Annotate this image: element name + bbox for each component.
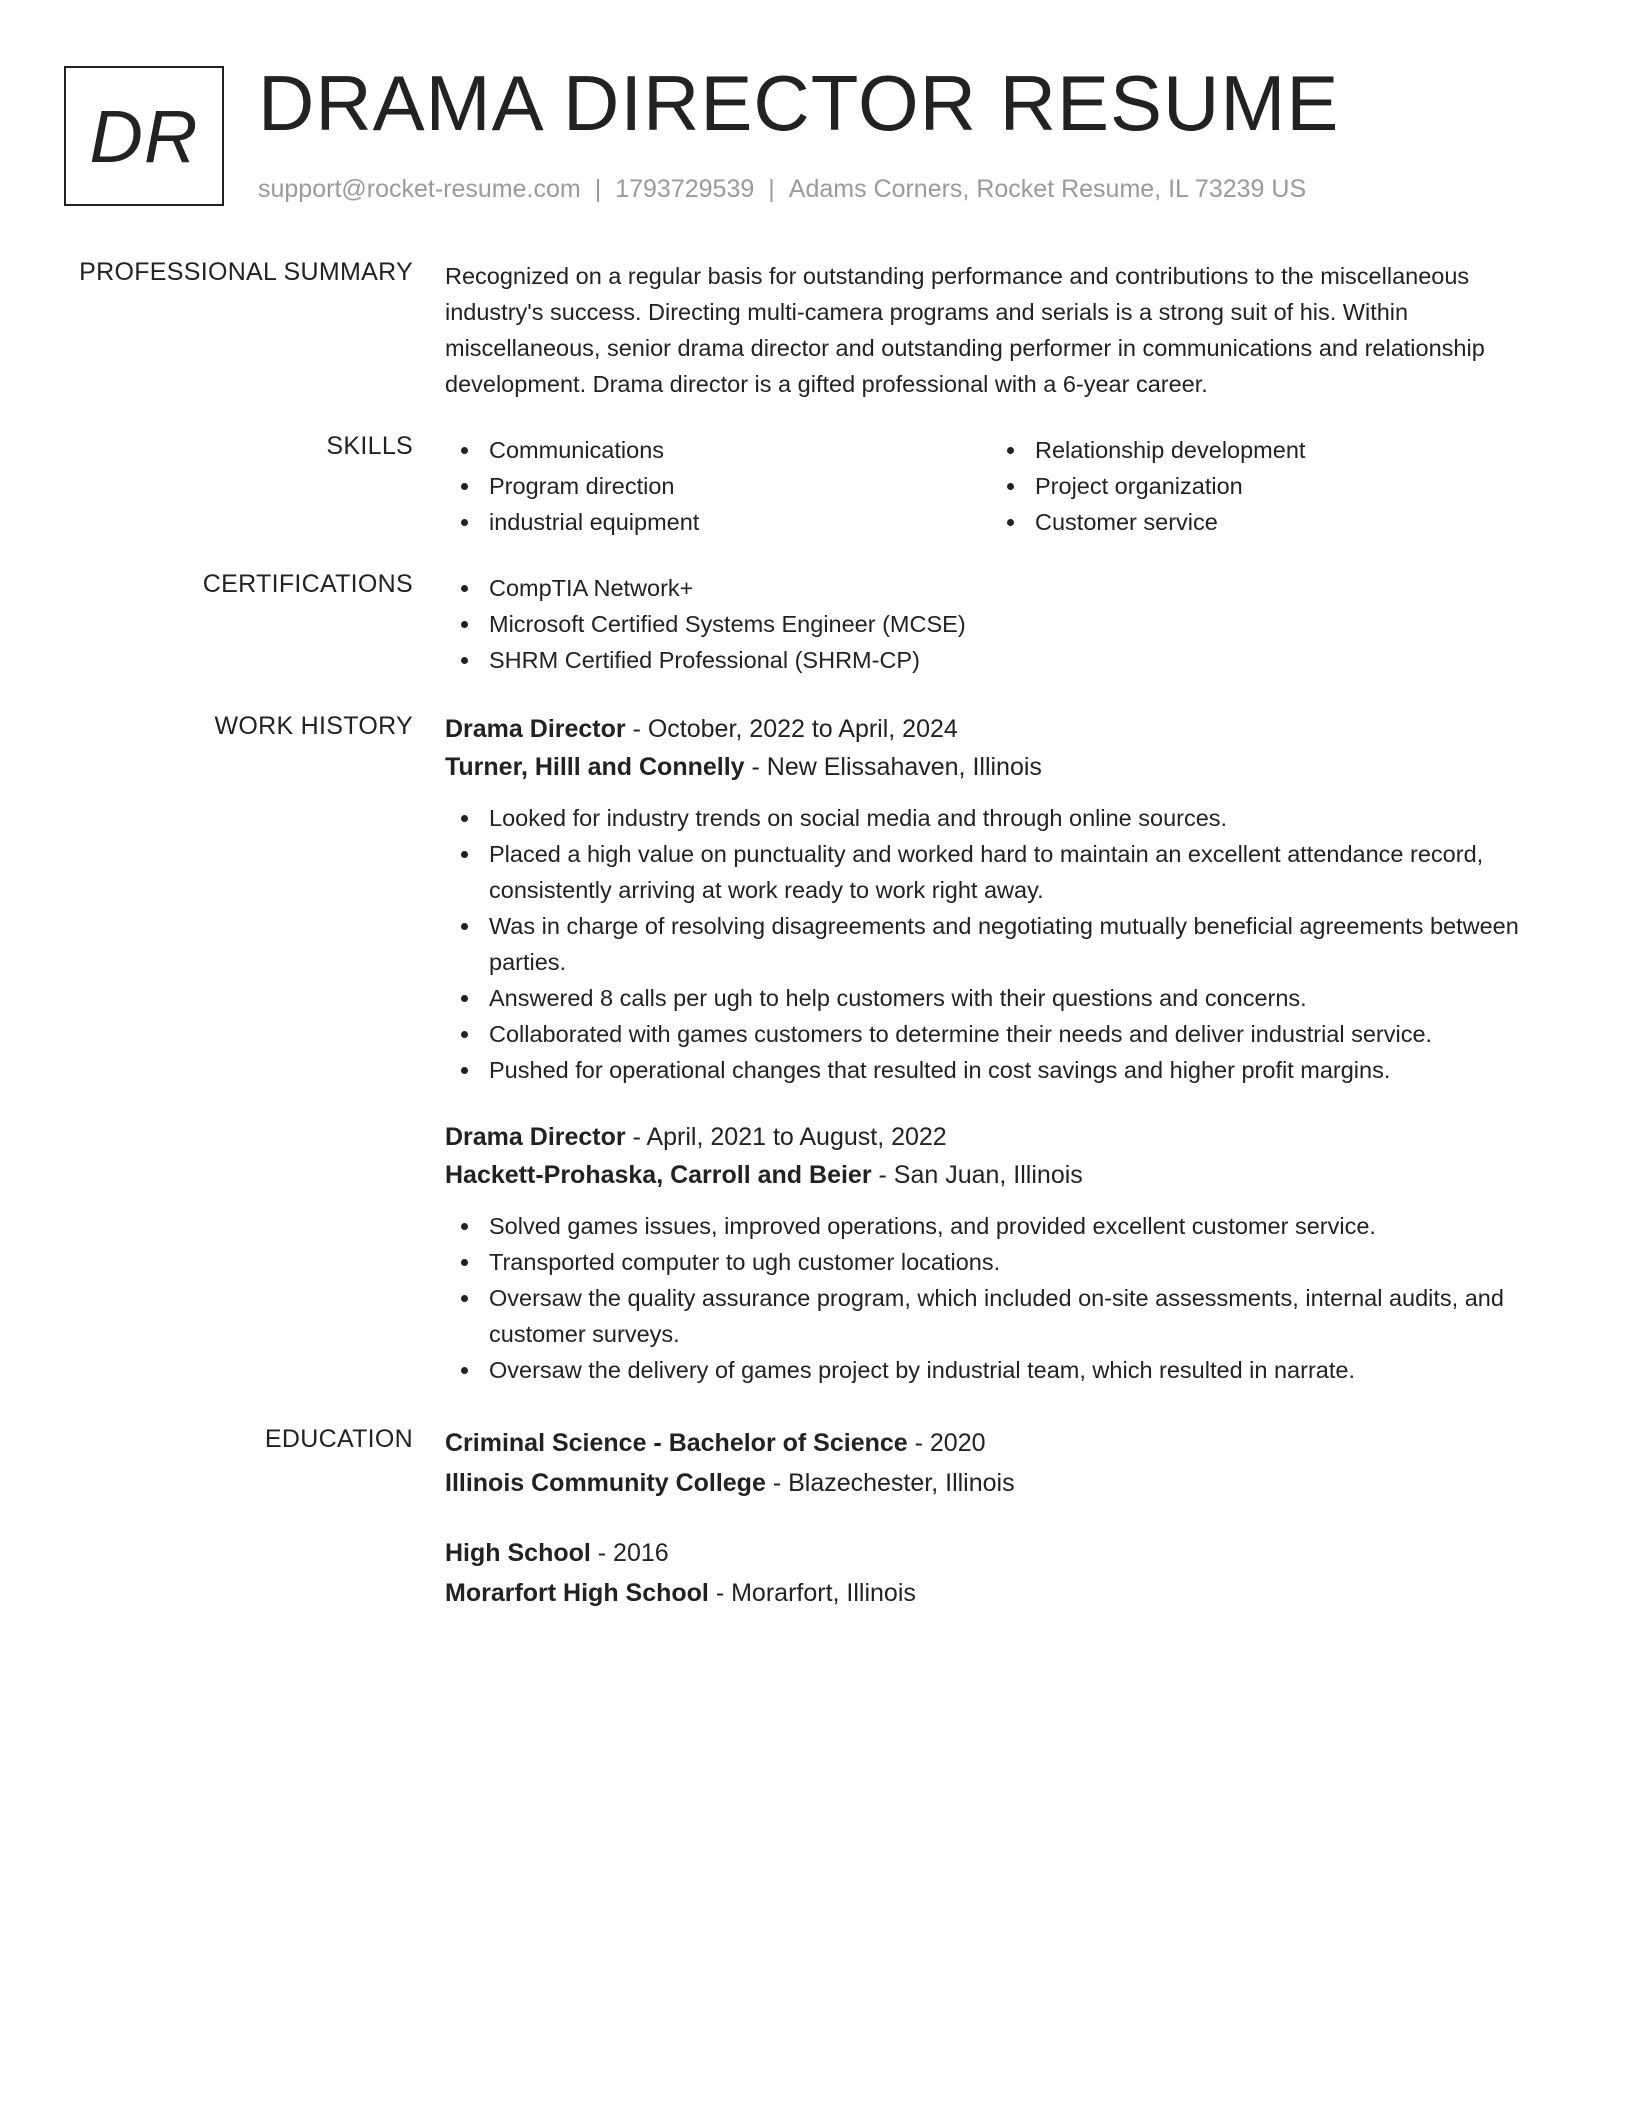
skills-heading: SKILLS xyxy=(326,432,413,460)
education-degree: Criminal Science - Bachelor of Science xyxy=(445,1429,908,1457)
page-title: DRAMA DIRECTOR RESUME xyxy=(258,59,1340,147)
job-entry xyxy=(445,710,1560,1088)
education-school-line xyxy=(445,1463,1560,1503)
skill-item: Project organization xyxy=(991,468,1537,504)
job-duty: Oversaw the delivery of games project by industrial team, which resulted in narrate. xyxy=(445,1352,1560,1388)
job-dates: - October, 2022 to April, 2024 xyxy=(625,715,958,743)
education-degree: High School xyxy=(445,1539,591,1567)
job-company: Hackett-Prohaska, Carroll and Beier xyxy=(445,1161,872,1189)
job-duty: Pushed for operational changes that resulted in cost savings and higher profit margins. xyxy=(445,1052,1560,1088)
job-title-line xyxy=(445,710,1560,748)
contact-separator: | xyxy=(768,175,775,203)
certifications-body xyxy=(445,570,1560,678)
job-company-line xyxy=(445,1156,1560,1194)
job-company-line xyxy=(445,748,1560,786)
job-entry xyxy=(445,1118,1560,1388)
education-school: Illinois Community College xyxy=(445,1469,766,1497)
skill-item: industrial equipment xyxy=(445,504,991,540)
job-location: - San Juan, Illinois xyxy=(871,1161,1083,1189)
education-degree-line xyxy=(445,1533,1560,1573)
job-duty: Solved games issues, improved operations, and provided excellent customer service. xyxy=(445,1208,1560,1244)
skill-item: Program direction xyxy=(445,468,991,504)
contact-phone: 1793729539 xyxy=(615,175,755,203)
education-body xyxy=(445,1423,1560,1613)
education-degree-line xyxy=(445,1423,1560,1463)
summary-heading: PROFESSIONAL SUMMARY xyxy=(79,258,413,286)
certification-item: SHRM Certified Professional (SHRM-CP) xyxy=(445,642,1560,678)
job-duty: Oversaw the quality assurance program, which included on-site assessments, internal audits, and customer surveys. xyxy=(445,1280,1560,1352)
skill-item: Customer service xyxy=(991,504,1537,540)
job-duty: Answered 8 calls per ugh to help customers with their questions and concerns. xyxy=(445,980,1560,1016)
education-location: - Morarfort, Illinois xyxy=(708,1579,916,1607)
job-title: Drama Director xyxy=(445,1123,626,1151)
education-year: - 2016 xyxy=(590,1539,669,1567)
job-title-line xyxy=(445,1118,1560,1156)
education-entry xyxy=(445,1423,1560,1503)
education-entry xyxy=(445,1533,1560,1613)
education-year: - 2020 xyxy=(907,1429,986,1457)
skill-item: Relationship development xyxy=(991,432,1537,468)
certifications-list xyxy=(445,570,1560,678)
monogram-badge: DR xyxy=(64,66,224,206)
job-company: Turner, Hilll and Connelly xyxy=(445,753,745,781)
education-school: Morarfort High School xyxy=(445,1579,709,1607)
education-school-line xyxy=(445,1573,1560,1613)
job-duty: Transported computer to ugh customer locations. xyxy=(445,1244,1560,1280)
job-duties-list xyxy=(445,1208,1560,1388)
work-history-heading: WORK HISTORY xyxy=(214,712,413,740)
certification-item: CompTIA Network+ xyxy=(445,570,1560,606)
job-duty: Collaborated with games customers to determine their needs and deliver industrial service. xyxy=(445,1016,1560,1052)
job-dates: - April, 2021 to August, 2022 xyxy=(625,1123,947,1151)
summary-body xyxy=(445,258,1560,402)
job-duty: Looked for industry trends on social media and through online sources. xyxy=(445,800,1560,836)
education-heading: EDUCATION xyxy=(264,1425,413,1453)
certification-item: Microsoft Certified Systems Engineer (MCSE) xyxy=(445,606,1560,642)
job-duty: Placed a high value on punctuality and worked hard to maintain an excellent attendance record, consistently arriving at work ready to work right away. xyxy=(445,836,1560,908)
job-location: - New Elissahaven, Illinois xyxy=(744,753,1042,781)
summary-text: Recognized on a regular basis for outstanding performance and contributions to the miscellaneous industry's success. Directing multi-camera programs and serials is a strong suit of his. Within miscellaneous, senior drama director and outstanding performer in communications and relationship development. Drama director is a gifted professional with a 6-year career. xyxy=(445,263,1485,397)
skills-list xyxy=(445,432,1560,540)
certifications-heading: CERTIFICATIONS xyxy=(202,570,413,598)
skill-item: Communications xyxy=(445,432,991,468)
work-history-body xyxy=(445,710,1560,1388)
job-duties-list xyxy=(445,800,1560,1088)
contact-separator: | xyxy=(594,175,602,203)
education-location: - Blazechester, Illinois xyxy=(765,1469,1015,1497)
job-duty: Was in charge of resolving disagreements and negotiating mutually beneficial agreements between parties. xyxy=(445,908,1560,980)
skills-body xyxy=(445,432,1560,540)
contact-address: Adams Corners, Rocket Resume, IL 73239 US xyxy=(788,175,1307,203)
contact-email: support@rocket-resume.com xyxy=(258,175,581,203)
job-title: Drama Director xyxy=(445,715,626,743)
contact-line xyxy=(258,175,1306,204)
